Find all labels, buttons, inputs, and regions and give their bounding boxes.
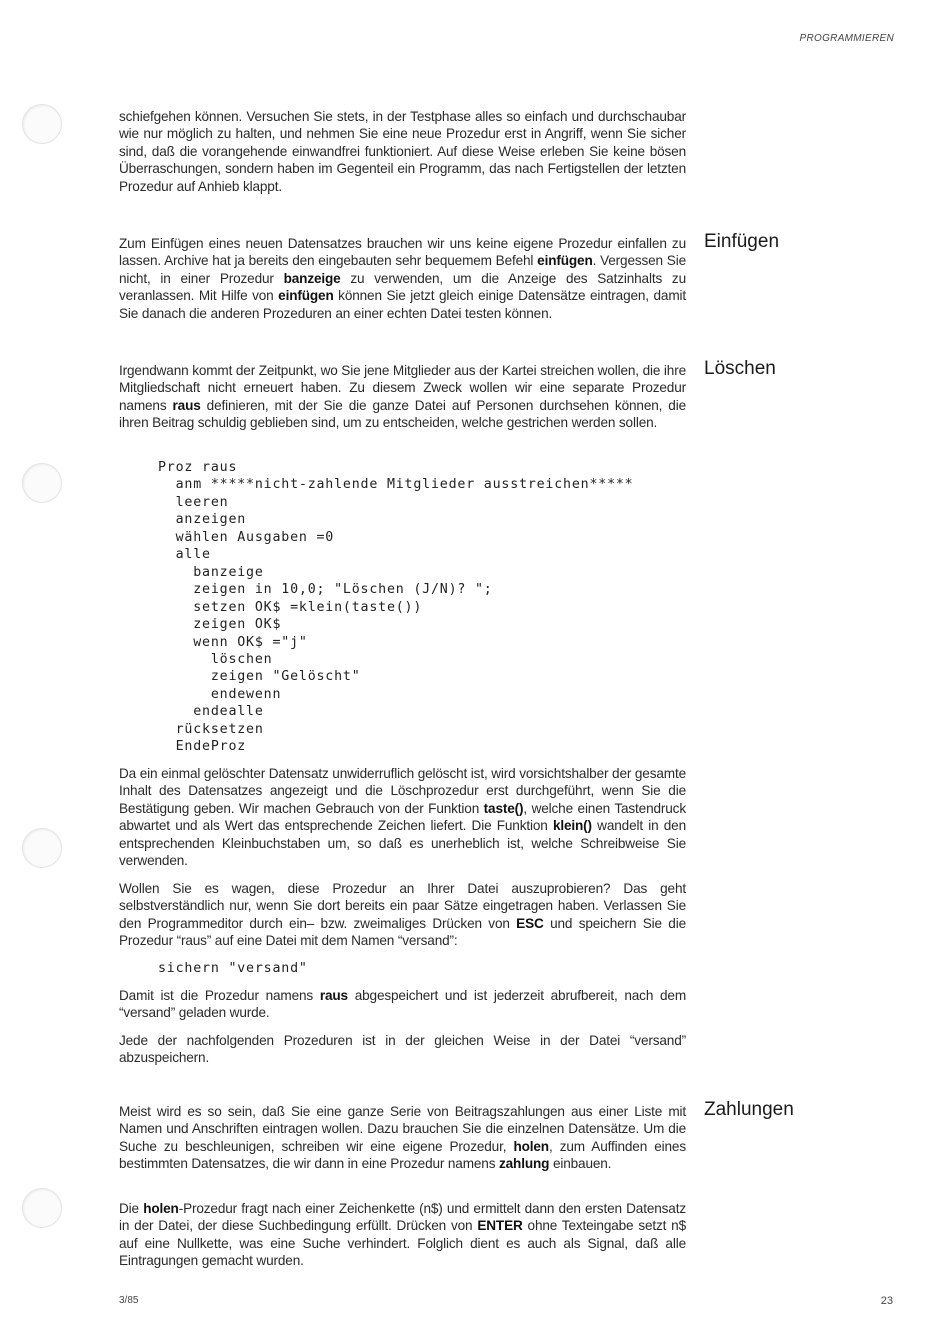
saved-paragraph: Damit ist die Prozedur namens raus abgespeichert und ist jederzeit abrufbereit, nach dem “versand” geladen wurde. — [119, 988, 686, 1021]
explanation-paragraph: Da ein einmal gelöschter Datensatz unwiderruflich gelöscht ist, wird vorsichtshalber der gesamte Inhalt des Datensatzes angezeigt und die Löschprozedur erst durchgeführt, wenn Sie die Bestätigung geben. Wir machen Gebrauch von der Funktion taste(), welche einen Tastendruck abwartet und als Wert das entsprechende Zeichen liefert. Die Funktion klein() wandelt in den entsprechenden Kleinbuchstaben um, so daß es unerheblich ist, welche Schreibweise Sie verwenden. — [119, 766, 686, 869]
binder-hole — [22, 104, 62, 144]
loeschen-paragraph: Irgendwann kommt der Zeitpunkt, wo Sie jene Mitglieder aus der Kartei streichen wollen, die ihre Mitgliedschaft nicht erneuert haben. Zu diesem Zweck wollen wir eine separate Prozedur namens raus definieren, mit der Sie die ganze Datei auf Personen durchsehen können, die ihren Beitrag schuldig geblieben sind, um zu entscheiden, welche gestrichen werden sollen. — [119, 363, 686, 431]
binder-hole — [22, 1188, 62, 1228]
holen-paragraph: Die holen-Prozedur fragt nach einer Zeichenkette (n$) und ermittelt dann den ersten Datensatz in der Datei, der diese Suchbedingung erfüllt. Drücken von ENTER ohne Texteingabe setzt n$ auf eine Nullkette, was eine Suche verhindert. Folglich dient es auch als Signal, daß alle Eintragungen gemacht wurden. — [119, 1201, 686, 1269]
each-procedure-paragraph: Jede der nachfolgenden Prozeduren ist in der gleichen Weise in der Datei “versand” abzuspeichern. — [119, 1033, 686, 1066]
footer-date: 3/85 — [119, 1295, 139, 1306]
intro-paragraph: schiefgehen können. Versuchen Sie stets, in der Testphase alles so einfach und durchschaubar wie nur möglich zu halten, und nehmen Sie eine neue Prozedur erst in Angriff, wenn Sie sicher sind, daß die vorangehende einwandfrei funktioniert. Auf diese Weise erleben Sie keine bösen Überraschungen, sondern haben im Gegenteil ein Programm, das nach Fertigstellen der letzten Prozedur auf Anhieb klappt. — [119, 109, 686, 194]
binder-hole — [22, 828, 62, 868]
heading-loeschen: Löschen — [704, 358, 776, 379]
page-number: 23 — [880, 1295, 893, 1307]
running-header: PROGRAMMIEREN — [799, 33, 894, 44]
code-sichern: sichern "versand" — [158, 961, 308, 976]
zahlungen-paragraph: Meist wird es so sein, daß Sie eine ganze Serie von Beitragszahlungen aus einer Liste mit Namen und Anschriften eintragen wollen. Dazu brauchen Sie die einzelnen Datensätze. Um die Suche zu beschleunigen, schreiben wir eine eigene Prozedur, holen, zum Auffinden eines bestimmten Datensatzes, die wir dann in eine Prozedur namens zahlung einbauen. — [119, 1104, 686, 1172]
heading-zahlungen: Zahlungen — [704, 1099, 794, 1120]
einfuegen-paragraph: Zum Einfügen eines neuen Datensatzes brauchen wir uns keine eigene Prozedur einfallen zu lassen. Archive hat ja bereits den eingebauten sehr bequemem Befehl einfügen. Vergessen Sie nicht, in einer Prozedur banzeige zu verwenden, um die Anzeige des Satzinhalts zu veranlassen. Mit Hilfe von einfügen können Sie jetzt gleich einige Datensätze eintragen, damit Sie danach die anderen Prozeduren an einer echten Datei testen können. — [119, 236, 687, 321]
heading-einfuegen: Einfügen — [704, 231, 780, 252]
try-it-paragraph: Wollen Sie es wagen, diese Prozedur an Ihrer Datei auszuprobieren? Das geht selbstverständlich nur, wenn Sie dort bereits ein paar Sätze eingetragen haben. Verlassen Sie den Programmeditor durch ein– bzw. zweimaliges Drücken von ESC und speichern Sie die Prozedur “raus” auf eine Datei mit dem Namen “versand”: — [119, 881, 686, 949]
code-listing-raus: Proz raus anm *****nicht-zahlende Mitglieder ausstreichen***** leeren anzeigen wählen Ausgaben =0 alle banzeige zeigen in 10,0; "Löschen (J/N)? "; setzen OK$ =klein(taste()) zeigen OK$ wenn OK$ ="j" löschen zeigen "Gelöscht" endewenn endealle rücksetzen EndeProz — [158, 460, 634, 755]
binder-hole — [22, 463, 62, 503]
